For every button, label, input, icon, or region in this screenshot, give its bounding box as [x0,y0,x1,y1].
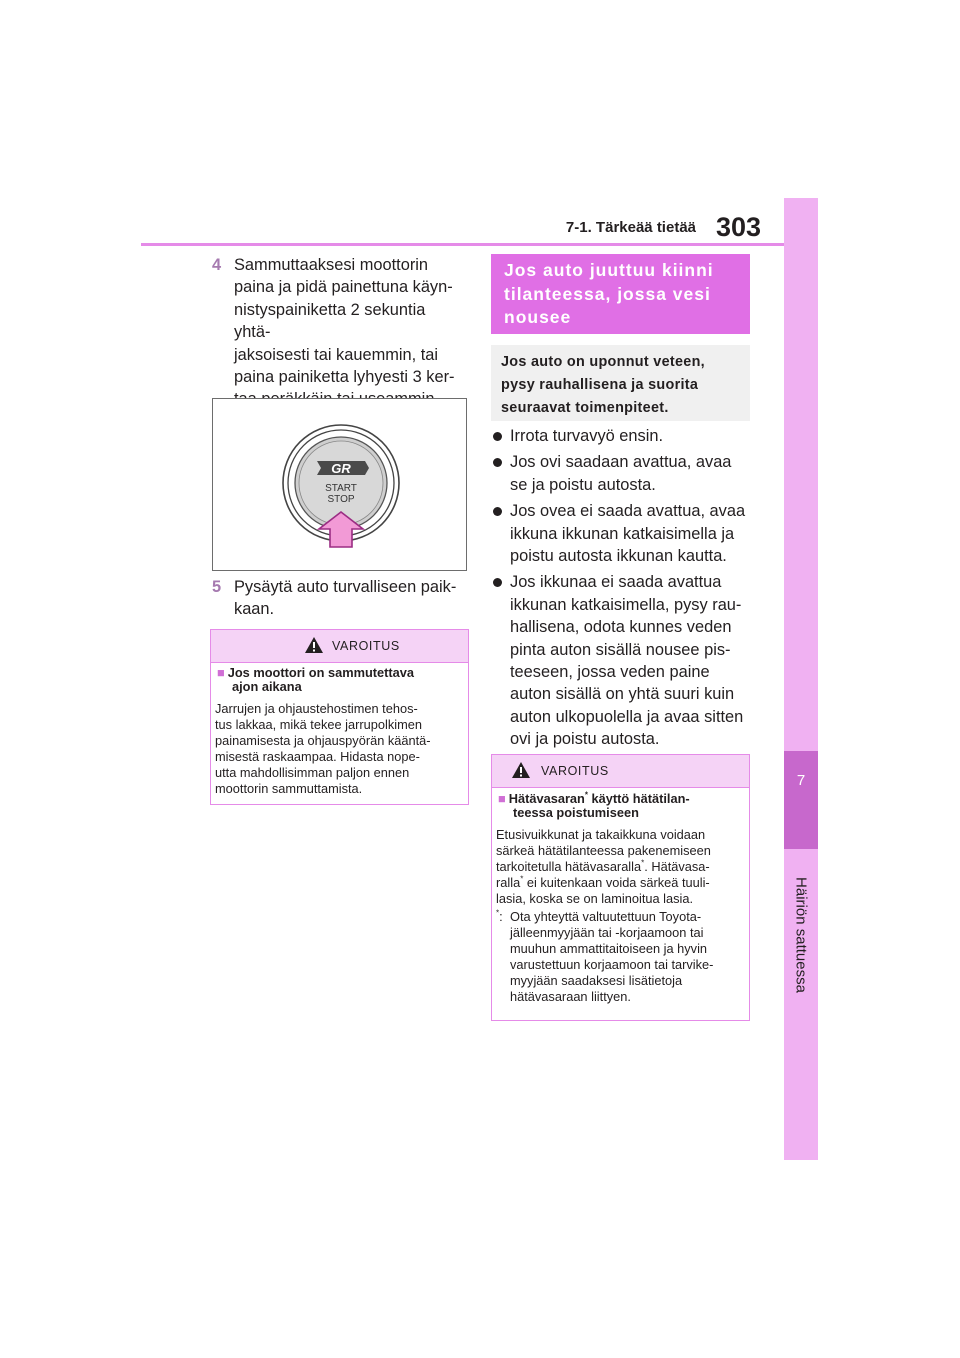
start-stop-button-figure [212,398,467,571]
section-heading [491,254,750,334]
intro-box [491,345,750,421]
warning-body-line: lasia, koska se on laminoitua lasia. [496,891,694,906]
footnote-line: muuhun ammattitaitoiseen ja hyvin [510,941,708,956]
list-item-line: teeseen, jossa veden paine [510,663,710,682]
button-label-start: START [325,483,357,494]
warning-body-line: Jarrujen ja ohjaustehostimen tehos- [215,701,418,716]
warning-body-text: . Hätävasa- [644,859,710,874]
gr-logo: GR [331,461,351,476]
footnote-line: Ota yhteyttä valtuutettuun Toyota- [510,909,702,924]
bullet-dot-icon [493,432,502,441]
warning-body-line [496,859,739,875]
list-item-line: ovi ja poistu autosta. [510,730,660,749]
step-line: nistyspainiketta 2 sekuntia yhtä- [234,300,426,342]
warning-body-line: misestä raskaampaa. Hidasta nope- [215,749,420,764]
step-text [234,254,462,411]
warning-body-text: ei kuitenkaan voida särkeä tuuli- [523,875,710,890]
warning-body-line [496,875,739,891]
list-item-line: ikkunan katkaisimella, pysy rau- [510,595,742,614]
step-text [234,576,462,621]
list-item-line: poistu autosta ikkunan kautta. [510,547,727,566]
list-item [491,571,749,750]
list-item-line: Jos ovea ei saada avattua, avaa [510,502,746,521]
warning-box-emergency-hammer [491,754,750,1021]
warning-title-text: käyttö hätätilan- [587,791,690,806]
warning-body-text: ralla [496,875,521,890]
warning-title-line: Jos moottori on sammutettava [227,665,415,680]
square-bullet-icon: ■ [498,791,506,806]
list-item-line: Irrota turvavyö ensin. [510,427,664,445]
footnote-marker [496,909,503,925]
chapter-side-tab [784,198,818,1160]
step-line: Pysäytä auto turvalliseen paik- [234,578,457,596]
list-item [491,500,749,567]
warning-title [498,792,739,820]
page-number: 303 [716,212,762,242]
warning-body-line: tus lakkaa, mikä tekee jarrupolkimen [215,717,422,732]
section-title: 7-1. Tärkeää tietää [565,219,696,236]
warning-box-engine [210,629,469,805]
warning-title-line: ajon aikana [232,679,302,694]
instruction-list [491,425,749,755]
chapter-label [783,875,819,995]
footnote-ref: * [584,790,588,800]
warning-body [496,827,739,1005]
warning-body-line: painamisesta ja ohjauspyörän kääntä- [215,733,431,748]
warning-header [492,755,749,788]
start-stop-button-illustration [213,399,466,570]
footnote-ref: * [641,858,645,868]
warning-body [215,701,458,797]
warning-title [217,666,458,694]
list-item-line: auton sisällä on yhtä suuri kuin [510,685,735,704]
footnote-line: myyjään saadaksesi lisätietoja [510,973,683,988]
step-5 [212,576,467,622]
warning-header [211,630,468,663]
list-item-line: Jos ikkunaa ei saada avattua [510,573,722,592]
list-item-line: pinta auton sisällä nousee pis- [510,640,731,659]
bullet-dot-icon [493,578,502,587]
footnote [496,909,739,1005]
list-item-line: ikkuna ikkunan katkaisimella ja [510,524,735,543]
intro-line: pysy rauhallisena ja suorita [501,377,699,393]
warning-body-line: Etusivuikkunat ja takaikkuna voidaan [496,827,706,842]
warning-triangle-icon [511,761,531,779]
bullet-dot-icon [493,507,502,516]
step-number: 4 [212,256,222,274]
warning-label: VAROITUS [541,764,609,778]
list-item [491,425,749,447]
warning-title-line: teessa poistumiseen [513,805,639,820]
list-item-line: hallisena, odota kunnes veden [510,618,732,637]
footnote-line: hätävasaraan liittyen. [510,989,631,1004]
chapter-label-text: Häiriön sattuessa [792,877,810,993]
footnote-line: varustettuun korjaamoon tai tarvike- [510,957,714,972]
warning-label: VAROITUS [332,639,400,653]
footnote-line: jälleenmyyjään tai -korjaamoon tai [510,925,704,940]
section-heading-line: Jos auto juuttuu kiinni [504,260,714,280]
step-number: 5 [212,578,222,596]
intro-line: seuraavat toimenpiteet. [501,400,669,416]
list-item [491,451,749,496]
intro-line: Jos auto on uponnut veteen, [501,354,705,370]
warning-triangle-icon [304,636,324,654]
footnote-star: * [496,908,500,918]
header-rule [141,243,784,246]
list-item-line: auton ulkopuolella ja avaa sitten [510,707,744,726]
bullet-dot-icon [493,458,502,467]
section-heading-line: nousee [504,307,572,327]
list-item-line: se ja poistu autosta. [510,475,656,494]
square-bullet-icon: ■ [217,665,225,680]
warning-body-line: utta mahdollisimman paljon ennen [215,765,410,780]
warning-body-line: särkeä hätätilanteessa pakenemiseen [496,843,711,858]
section-heading-line: tilanteessa, jossa vesi [504,283,711,304]
step-line: paina ja pidä painettuna käyn- [234,278,453,297]
chapter-tab-marker [784,751,818,849]
list-item-line: Jos ovi saadaan avattua, avaa [510,453,732,472]
footnote-ref: * [520,874,524,884]
warning-title-text: Hätävasaran [508,791,585,806]
step-line: kaan. [234,600,275,619]
step-4 [212,254,467,394]
chapter-number: 7 [796,772,806,789]
button-label-stop: STOP [327,494,355,505]
step-line: Sammuttaaksesi moottorin [234,256,429,274]
warning-body-line: moottorin sammuttamista. [215,781,363,796]
warning-body-text: tarkoitetulla hätävasaralla [496,859,642,874]
step-line: paina painiketta lyhyesti 3 ker- [234,368,455,387]
footnote-colon: : [499,909,503,924]
step-line: jaksoisesti tai kauemmin, tai [234,345,439,364]
